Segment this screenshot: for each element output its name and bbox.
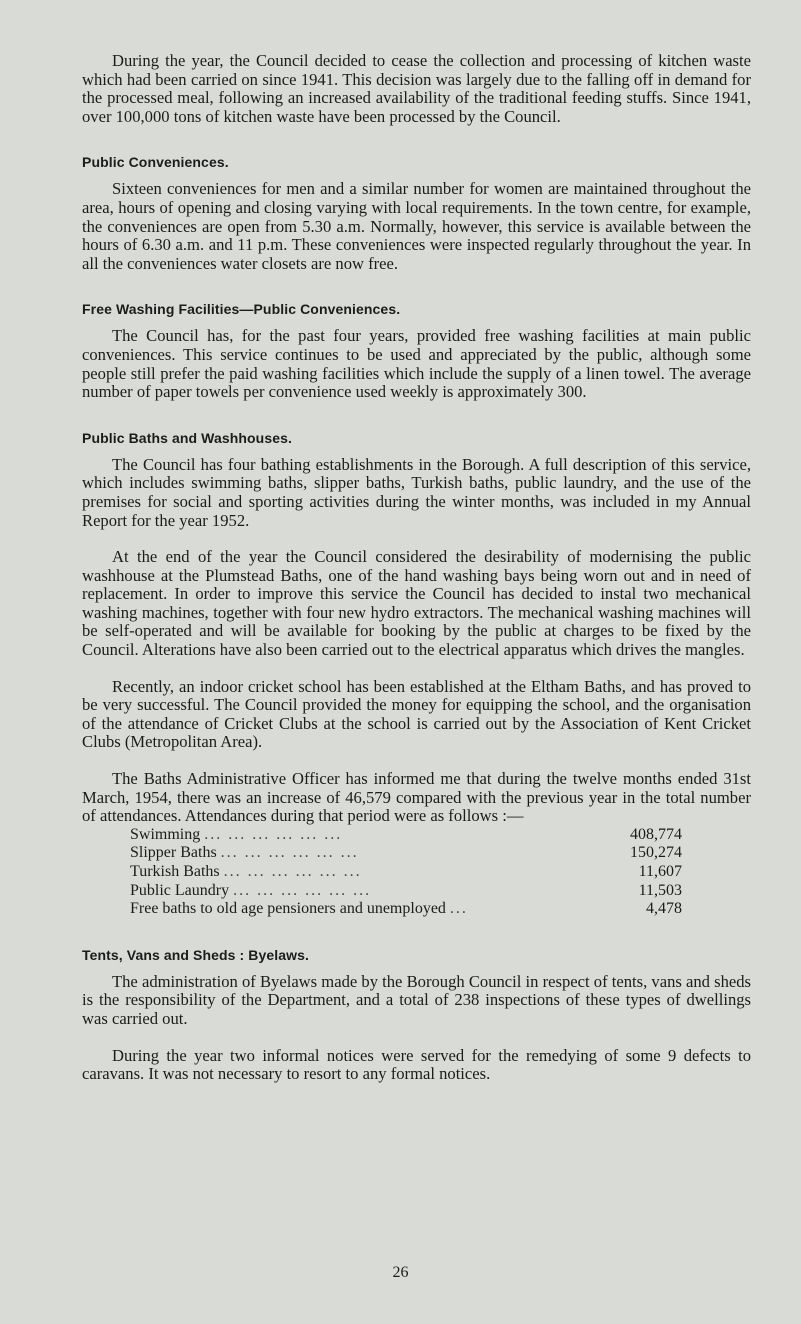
attendance-label: Turkish Baths ... ... ... ... ... ... — [130, 863, 362, 880]
attendance-value: 4,478 — [646, 900, 682, 918]
table-row — [130, 844, 682, 863]
attendance-label: Free baths to old age pensioners and unemployed ... — [130, 900, 468, 918]
attendance-label: Slipper Baths ... ... ... ... ... ... — [130, 844, 359, 862]
heading-public-baths: Public Baths and Washhouses. — [82, 429, 292, 446]
table-row — [130, 900, 682, 919]
page-number: 26 — [392, 1264, 409, 1281]
free-washing-paragraph: The Council has, for the past four years, provided free washing facilities at main public conveniences. This service continues to be used and appreciated by the public, although some people still prefer the paid washing facilities which include the supply of a linen towel. The average number of paper towels per convenience used weekly is approximately 300. — [82, 326, 751, 402]
attendance-table — [130, 826, 682, 919]
leader-dots: ... — [449, 900, 468, 918]
tents-paragraph-1: The administration of Byelaws made by the Borough Council in respect of tents, vans and sheds is the responsibility of the Department, and a total of 238 inspections of these types of dwellings was carried out. — [82, 971, 751, 1028]
attendance-label: Public Laundry ... ... ... ... ... ... — [130, 881, 372, 899]
intro-paragraph: During the year, the Council decided to cease the collection and processing of kitchen waste which had been carried on since 1941. This decision was largely due to the falling off in demand for the processed meal, following an increased availability of the traditional feeding stuffs. Since 1941, over 100,000 tons of kitchen waste have been processed by the Council. — [82, 51, 751, 126]
attendance-value: 11,503 — [638, 881, 682, 899]
heading-free-washing: Free Washing Facilities—Public Conveniences. — [82, 301, 401, 318]
attendance-value: 11,607 — [638, 863, 682, 880]
attendance-value: 150,274 — [630, 844, 682, 862]
baths-paragraph-1: The Council has four bathing establishments in the Borough. A full description of this service, which includes swimming baths, slipper baths, Turkish baths, public laundry, and the use of the premises for social and sporting activities during the winter months, was included in my Annual Report for the year 1952. — [82, 454, 751, 530]
baths-paragraph-4: The Baths Administrative Officer has informed me that during the twelve months ended 31st March, 1954, there was an increase of 46,579 compared with the previous year in the total number of attendances. Attendances during that period were as follows :— — [82, 769, 751, 826]
leader-dots: ... ... ... ... ... ... — [220, 844, 359, 862]
leader-dots: ... ... ... ... ... ... — [204, 825, 343, 843]
public-conveniences-paragraph: Sixteen conveniences for men and a similar number for women are maintained throughout the area, hours of opening and closing varying with local requirements. In the town centre, for example, the conveniences are open from 5.30 a.m. Normally, however, this service is available between the hours of 6.30 a.m. and 11 p.m. These conveniences were inspected regularly throughout the year. In all the conveniences water closets are now free. — [82, 179, 751, 273]
heading-public-conveniences: Public Conveniences. — [82, 154, 229, 171]
table-row — [130, 882, 682, 901]
baths-paragraph-3: Recently, an indoor cricket school has been established at the Eltham Baths, and has proved to be very successful. The Council provided the money for equipping the school, and the organisation of the attendance of Cricket Clubs at the school is carried out by the Association of Kent Cricket Clubs (Metropolitan Area). — [82, 676, 751, 752]
attendance-value: 408,774 — [630, 825, 682, 843]
tents-paragraph-2: During the year two informal notices were served for the remedying of some 9 defects to caravans. It was not necessary to resort to any formal notices. — [82, 1045, 751, 1084]
leader-dots: ... ... ... ... ... ... — [233, 881, 372, 899]
heading-tents-vans-sheds: Tents, Vans and Sheds : Byelaws. — [82, 946, 310, 963]
leader-dots: ... ... ... ... ... ... — [223, 863, 362, 880]
attendance-label: Swimming ... ... ... ... ... ... — [130, 825, 343, 843]
table-row — [130, 826, 682, 845]
table-row — [130, 863, 682, 882]
baths-paragraph-2: At the end of the year the Council considered the desirability of modernising the public washhouse at the Plumstead Baths, one of the hand washing bays being worn out and in need of replacement. In order to improve this service the Council has decided to instal two mechanical washing machines, together with four new hydro extractors. The mechanical washing machines will be self-operated and will be available for booking by the public at charges to be fixed by the Council. Alterations have also been carried out to the electrical apparatus which drives the mangles. — [82, 547, 751, 660]
